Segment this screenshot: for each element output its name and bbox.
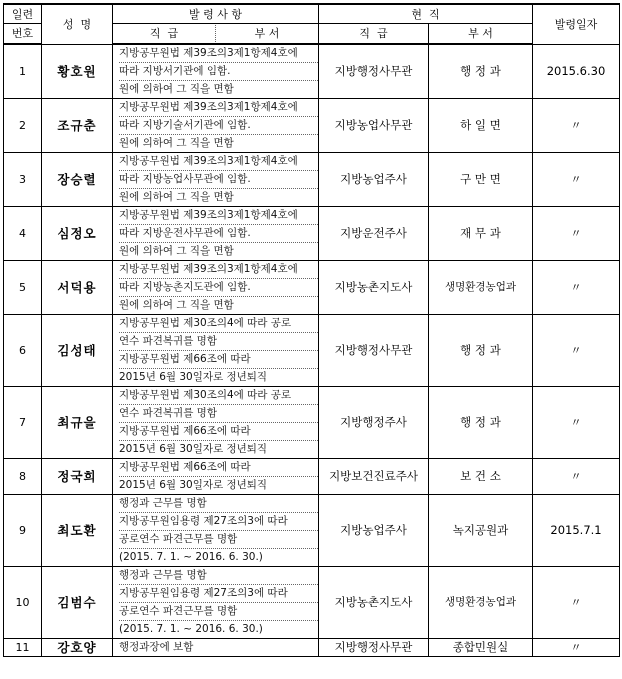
row-number: 2 xyxy=(4,99,42,153)
row-date: 〃 xyxy=(533,315,620,387)
table-row xyxy=(4,315,620,387)
row-number: 9 xyxy=(4,495,42,567)
appointment-line: 원에 의하여 그 직을 면함 xyxy=(119,299,234,311)
row-number: 6 xyxy=(4,315,42,387)
row-name: 최규을 xyxy=(42,387,113,459)
row-date: 〃 xyxy=(533,153,620,207)
row-name: 최도환 xyxy=(42,495,113,567)
appointment-line: 지방공무원법 제39조의3제1항제4호에 xyxy=(119,153,318,171)
appointment-line: 지방공무원법 제66조에 따라 xyxy=(119,351,318,369)
row-name: 황호원 xyxy=(42,44,113,99)
appointment-line: 공로연수 파견근무를 명함 xyxy=(119,603,318,621)
row-number: 11 xyxy=(4,639,42,657)
row-date: 〃 xyxy=(533,261,620,315)
appointment-line: 지방공무원임용령 제27조의3에 따라 xyxy=(119,585,318,603)
appointment-line: 지방공무원임용령 제27조의3에 따라 xyxy=(119,513,318,531)
row-name: 강호양 xyxy=(42,639,113,657)
appointment-line: 행정과 근무를 명함 xyxy=(119,495,318,513)
row-appointment xyxy=(113,315,319,387)
table-row xyxy=(4,567,620,639)
row-current-grade: 지방행정주사 xyxy=(319,387,429,459)
row-name: 조규춘 xyxy=(42,99,113,153)
row-current-grade: 지방행정사무관 xyxy=(319,639,429,657)
row-current-grade: 지방농촌지도사 xyxy=(319,261,429,315)
header-name: 성 명 xyxy=(42,4,113,44)
row-name: 정국희 xyxy=(42,459,113,495)
appointment-line: 지방공무원법 제30조의4에 따라 공로 xyxy=(119,387,318,405)
row-current-grade: 지방행정사무관 xyxy=(319,44,429,99)
row-name: 김성태 xyxy=(42,315,113,387)
row-current-dept: 생명환경농업과 xyxy=(429,567,533,639)
row-current-grade: 지방보건진료주사 xyxy=(319,459,429,495)
table-row xyxy=(4,387,620,459)
row-number: 10 xyxy=(4,567,42,639)
header-serial-bottom: 번호 xyxy=(4,24,42,45)
appointment-line: 따라 지방농업사무관에 임함. xyxy=(119,171,318,189)
row-date: 2015.6.30 xyxy=(533,44,620,99)
row-appointment xyxy=(113,567,319,639)
row-date: 〃 xyxy=(533,459,620,495)
row-current-dept: 행 정 과 xyxy=(429,387,533,459)
appointment-line: 따라 지방운전사무관에 임함. xyxy=(119,225,318,243)
row-appointment xyxy=(113,387,319,459)
appointment-line: 연수 파견복귀를 명함 xyxy=(119,405,318,423)
appointment-line: 지방공무원법 제39조의3제1항제4호에 xyxy=(119,99,318,117)
row-date: 〃 xyxy=(533,639,620,657)
table-row xyxy=(4,44,620,99)
row-number: 7 xyxy=(4,387,42,459)
row-current-grade: 지방농촌지도사 xyxy=(319,567,429,639)
row-appointment xyxy=(113,153,319,207)
row-name: 서덕용 xyxy=(42,261,113,315)
table-row xyxy=(4,153,620,207)
table-row xyxy=(4,495,620,567)
row-current-grade: 지방농업주사 xyxy=(319,153,429,207)
header-row-1 xyxy=(4,4,620,24)
appointment-line: 따라 지방서기관에 임함. xyxy=(119,63,318,81)
row-appointment xyxy=(113,44,319,99)
header-current-dept: 부 서 xyxy=(429,24,533,45)
row-date: 〃 xyxy=(533,567,620,639)
table-body xyxy=(4,44,620,657)
row-current-dept: 녹지공원과 xyxy=(429,495,533,567)
appointment-line: 지방공무원법 제39조의3제1항제4호에 xyxy=(119,45,318,63)
header-current: 현 직 xyxy=(319,4,533,24)
row-date: 2015.7.1 xyxy=(533,495,620,567)
row-appointment xyxy=(113,459,319,495)
appointment-table xyxy=(3,3,620,657)
row-current-dept: 종합민원실 xyxy=(429,639,533,657)
row-appointment xyxy=(113,207,319,261)
appointment-line: 행정과장에 보함 xyxy=(119,641,194,653)
table-row xyxy=(4,99,620,153)
row-name: 장승렬 xyxy=(42,153,113,207)
row-appointment xyxy=(113,495,319,567)
table-row xyxy=(4,459,620,495)
row-current-dept: 보 건 소 xyxy=(429,459,533,495)
appointment-table-wrap xyxy=(3,3,620,657)
table-row xyxy=(4,207,620,261)
appointment-line: 지방공무원법 제66조에 따라 xyxy=(119,459,318,477)
appointment-line: 2015년 6월 30일자로 정년퇴직 xyxy=(119,443,268,455)
appointment-line: 원에 의하여 그 직을 면함 xyxy=(119,191,234,203)
header-serial-top: 일련 xyxy=(4,4,42,24)
row-current-dept: 행 정 과 xyxy=(429,44,533,99)
table-row xyxy=(4,639,620,657)
row-number: 1 xyxy=(4,44,42,99)
appointment-line: 지방공무원법 제66조에 따라 xyxy=(119,423,318,441)
appointment-line: 2015년 6월 30일자로 정년퇴직 xyxy=(119,371,268,383)
row-current-grade: 지방농업주사 xyxy=(319,495,429,567)
row-current-dept: 행 정 과 xyxy=(429,315,533,387)
row-current-dept: 구 만 면 xyxy=(429,153,533,207)
row-current-dept: 생명환경농업과 xyxy=(429,261,533,315)
appointment-line: 공로연수 파견근무를 명함 xyxy=(119,531,318,549)
header-appointment-sub xyxy=(113,24,319,45)
appointment-line: 원에 의하여 그 직을 면함 xyxy=(119,83,234,95)
row-appointment xyxy=(113,639,319,657)
header-appointment-dept: 부 서 xyxy=(254,27,280,40)
appointment-line: 연수 파견복귀를 명함 xyxy=(119,333,318,351)
row-date: 〃 xyxy=(533,99,620,153)
row-current-grade: 지방행정사무관 xyxy=(319,315,429,387)
row-number: 5 xyxy=(4,261,42,315)
row-number: 4 xyxy=(4,207,42,261)
row-current-dept: 하 일 면 xyxy=(429,99,533,153)
row-appointment xyxy=(113,261,319,315)
header-current-grade: 직 급 xyxy=(319,24,429,45)
appointment-line: 행정과 근무를 명함 xyxy=(119,567,318,585)
row-name: 심정오 xyxy=(42,207,113,261)
header-appointment-grade: 직 급 xyxy=(113,25,216,42)
appointment-line: 원에 의하여 그 직을 면함 xyxy=(119,245,234,257)
row-name: 김범수 xyxy=(42,567,113,639)
header-appointment: 발 령 사 항 xyxy=(113,4,319,24)
appointment-line: 따라 지방기술서기관에 임함. xyxy=(119,117,318,135)
row-current-dept: 재 무 과 xyxy=(429,207,533,261)
appointment-line: (2015. 7. 1. ~ 2016. 6. 30.) xyxy=(119,551,263,563)
row-number: 8 xyxy=(4,459,42,495)
table-row xyxy=(4,261,620,315)
row-date: 〃 xyxy=(533,387,620,459)
appointment-line: 지방공무원법 제39조의3제1항제4호에 xyxy=(119,261,318,279)
appointment-line: 2015년 6월 30일자로 정년퇴직 xyxy=(119,479,268,491)
row-number: 3 xyxy=(4,153,42,207)
appointment-line: 지방공무원법 제30조의4에 따라 공로 xyxy=(119,315,318,333)
appointment-line: (2015. 7. 1. ~ 2016. 6. 30.) xyxy=(119,623,263,635)
appointment-line: 따라 지방농촌지도관에 임함. xyxy=(119,279,318,297)
row-appointment xyxy=(113,99,319,153)
appointment-line: 지방공무원법 제39조의3제1항제4호에 xyxy=(119,207,318,225)
appointment-line: 원에 의하여 그 직을 면함 xyxy=(119,137,234,149)
row-current-grade: 지방농업사무관 xyxy=(319,99,429,153)
row-date: 〃 xyxy=(533,207,620,261)
row-current-grade: 지방운전주사 xyxy=(319,207,429,261)
header-date: 발령일자 xyxy=(533,4,620,44)
